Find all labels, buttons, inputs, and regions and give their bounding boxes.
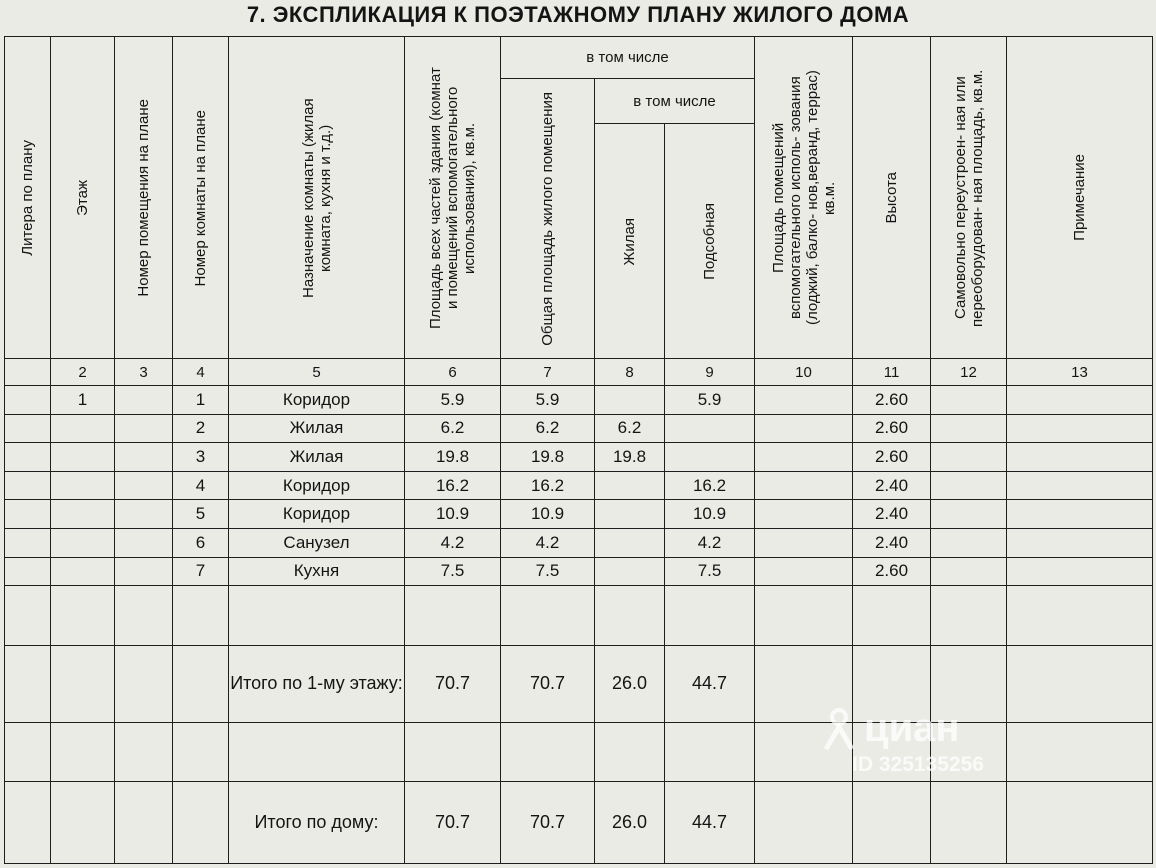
cell-room: 6 xyxy=(173,529,229,558)
cell-height: 2.40 xyxy=(853,471,931,500)
column-number: 5 xyxy=(229,359,405,385)
header-area-all-parts: Площадь всех частей здания (комнат и помещений вспомогательного использования), кв.м. xyxy=(405,37,501,359)
column-number: 13 xyxy=(1007,359,1153,385)
cell-aux-use xyxy=(755,443,853,472)
cell-purpose: Кухня xyxy=(229,557,405,586)
cell-note xyxy=(1007,385,1153,414)
header-living: Жилая xyxy=(595,124,665,359)
cell-area-living-total: 6.2 xyxy=(501,414,595,443)
cell-living xyxy=(595,385,665,414)
cell-area-total: 6.2 xyxy=(405,414,501,443)
cell-aux-use xyxy=(755,471,853,500)
cell-living xyxy=(595,500,665,529)
house-total-label: Итого по дому: xyxy=(229,782,405,864)
cell-area-living-total: 5.9 xyxy=(501,385,595,414)
house-total-row xyxy=(5,782,1153,864)
cell-height: 2.40 xyxy=(853,529,931,558)
cell-unauth xyxy=(931,443,1007,472)
cell-height: 2.40 xyxy=(853,500,931,529)
cell-aux-use xyxy=(755,557,853,586)
floor-total-living-area: 70.7 xyxy=(501,645,595,722)
column-number: 10 xyxy=(755,359,853,385)
cell-auxiliary: 7.5 xyxy=(665,557,755,586)
cell-floor xyxy=(51,471,115,500)
table-row xyxy=(5,557,1153,586)
cell-area-total: 7.5 xyxy=(405,557,501,586)
cell-unauth xyxy=(931,414,1007,443)
table-row xyxy=(5,500,1153,529)
floor-total-row xyxy=(5,645,1153,722)
cell-auxiliary: 5.9 xyxy=(665,385,755,414)
cell-living: 19.8 xyxy=(595,443,665,472)
cell-living xyxy=(595,471,665,500)
cell-purpose: Коридор xyxy=(229,471,405,500)
cell-note xyxy=(1007,471,1153,500)
header-unauthorized-area: Самовольно переустроен- ная или переоборудован- ная площадь, кв.м. xyxy=(931,37,1007,359)
cell-purpose: Жилая xyxy=(229,443,405,472)
header-premise-number: Номер помещения на плане xyxy=(115,37,173,359)
cell-area-living-total: 7.5 xyxy=(501,557,595,586)
column-number: 7 xyxy=(501,359,595,385)
cell-area-living-total: 10.9 xyxy=(501,500,595,529)
header-group-including-outer: в том числе xyxy=(501,37,755,79)
cell-unauth xyxy=(931,500,1007,529)
cell-unauth xyxy=(931,557,1007,586)
cell-height: 2.60 xyxy=(853,557,931,586)
cell-living xyxy=(595,529,665,558)
house-total-auxiliary: 44.7 xyxy=(665,782,755,864)
column-numbers-row xyxy=(5,359,1153,385)
column-number xyxy=(5,359,51,385)
cell-room: 3 xyxy=(173,443,229,472)
cell-auxiliary: 10.9 xyxy=(665,500,755,529)
page-title: 7. ЭКСПЛИКАЦИЯ К ПОЭТАЖНОМУ ПЛАНУ ЖИЛОГО ДОМА xyxy=(246,2,910,27)
cell-living xyxy=(595,557,665,586)
cell-area-total: 10.9 xyxy=(405,500,501,529)
cell-premise xyxy=(115,529,173,558)
column-number: 8 xyxy=(595,359,665,385)
cell-room: 1 xyxy=(173,385,229,414)
column-number: 9 xyxy=(665,359,755,385)
column-number: 11 xyxy=(853,359,931,385)
cell-premise xyxy=(115,443,173,472)
house-total-area: 70.7 xyxy=(405,782,501,864)
cell-note xyxy=(1007,414,1153,443)
cell-unauth xyxy=(931,529,1007,558)
table-row xyxy=(5,443,1153,472)
cell-note xyxy=(1007,500,1153,529)
cell-purpose: Жилая xyxy=(229,414,405,443)
cell-area-total: 16.2 xyxy=(405,471,501,500)
blank-row xyxy=(5,722,1153,781)
cell-area-total: 5.9 xyxy=(405,385,501,414)
cell-aux-use xyxy=(755,500,853,529)
column-number: 3 xyxy=(115,359,173,385)
table-row xyxy=(5,529,1153,558)
cell-purpose: Санузел xyxy=(229,529,405,558)
table-row xyxy=(5,471,1153,500)
header-total-living-area: Общая площадь жилого помещения xyxy=(501,78,595,359)
cell-floor xyxy=(51,500,115,529)
cell-premise xyxy=(115,557,173,586)
header-floor: Этаж xyxy=(51,37,115,359)
cell-height: 2.60 xyxy=(853,443,931,472)
floor-total-area: 70.7 xyxy=(405,645,501,722)
floor-total-living: 26.0 xyxy=(595,645,665,722)
cell-auxiliary: 4.2 xyxy=(665,529,755,558)
cell-height: 2.60 xyxy=(853,414,931,443)
floor-total-auxiliary: 44.7 xyxy=(665,645,755,722)
cell-unauth xyxy=(931,471,1007,500)
cell-premise xyxy=(115,500,173,529)
cell-living: 6.2 xyxy=(595,414,665,443)
cell-area-total: 4.2 xyxy=(405,529,501,558)
column-number: 6 xyxy=(405,359,501,385)
header-litera: Литера по плану xyxy=(5,37,51,359)
cell-area-total: 19.8 xyxy=(405,443,501,472)
cell-aux-use xyxy=(755,385,853,414)
column-number: 4 xyxy=(173,359,229,385)
watermark-id: ID 325135256 xyxy=(852,753,984,776)
header-note: Примечание xyxy=(1007,37,1153,359)
column-number: 12 xyxy=(931,359,1007,385)
cell-floor xyxy=(51,414,115,443)
cell-floor xyxy=(51,529,115,558)
house-total-living: 26.0 xyxy=(595,782,665,864)
cell-room: 2 xyxy=(173,414,229,443)
header-room-purpose: Назначение комнаты (жилая комната, кухня и т.д.) xyxy=(229,37,405,359)
cell-premise xyxy=(115,385,173,414)
cell-note xyxy=(1007,443,1153,472)
cell-area-living-total: 4.2 xyxy=(501,529,595,558)
header-auxiliary: Подсобная xyxy=(665,124,755,359)
column-number: 2 xyxy=(51,359,115,385)
cell-note xyxy=(1007,557,1153,586)
table-row xyxy=(5,414,1153,443)
floor-total-label: Итого по 1-му этажу: xyxy=(229,645,405,722)
header-height: Высота xyxy=(853,37,931,359)
cell-aux-use xyxy=(755,529,853,558)
cell-auxiliary xyxy=(665,443,755,472)
header-aux-use-area: Площадь помещений вспомогательного исполь- зования (лоджий, балко- нов,веранд, террас) кв.м. xyxy=(755,37,853,359)
cell-floor xyxy=(51,557,115,586)
cell-room: 7 xyxy=(173,557,229,586)
cell-area-living-total: 16.2 xyxy=(501,471,595,500)
cell-unauth xyxy=(931,385,1007,414)
cell-floor xyxy=(51,443,115,472)
cell-room: 5 xyxy=(173,500,229,529)
house-total-living-area: 70.7 xyxy=(501,782,595,864)
cell-aux-use xyxy=(755,414,853,443)
cell-auxiliary xyxy=(665,414,755,443)
watermark-brand: циан xyxy=(864,706,960,750)
cell-purpose: Коридор xyxy=(229,385,405,414)
cell-height: 2.60 xyxy=(853,385,931,414)
table-row xyxy=(5,385,1153,414)
header-group-including-inner: в том числе xyxy=(595,78,755,124)
cell-premise xyxy=(115,471,173,500)
cell-area-living-total: 19.8 xyxy=(501,443,595,472)
cell-note xyxy=(1007,529,1153,558)
cell-purpose: Коридор xyxy=(229,500,405,529)
cell-auxiliary: 16.2 xyxy=(665,471,755,500)
cell-floor: 1 xyxy=(51,385,115,414)
explication-table xyxy=(4,36,1153,864)
header-row-1 xyxy=(5,37,1153,79)
blank-row xyxy=(5,586,1153,645)
cell-premise xyxy=(115,414,173,443)
cell-room: 4 xyxy=(173,471,229,500)
header-room-number: Номер комнаты на плане xyxy=(173,37,229,359)
